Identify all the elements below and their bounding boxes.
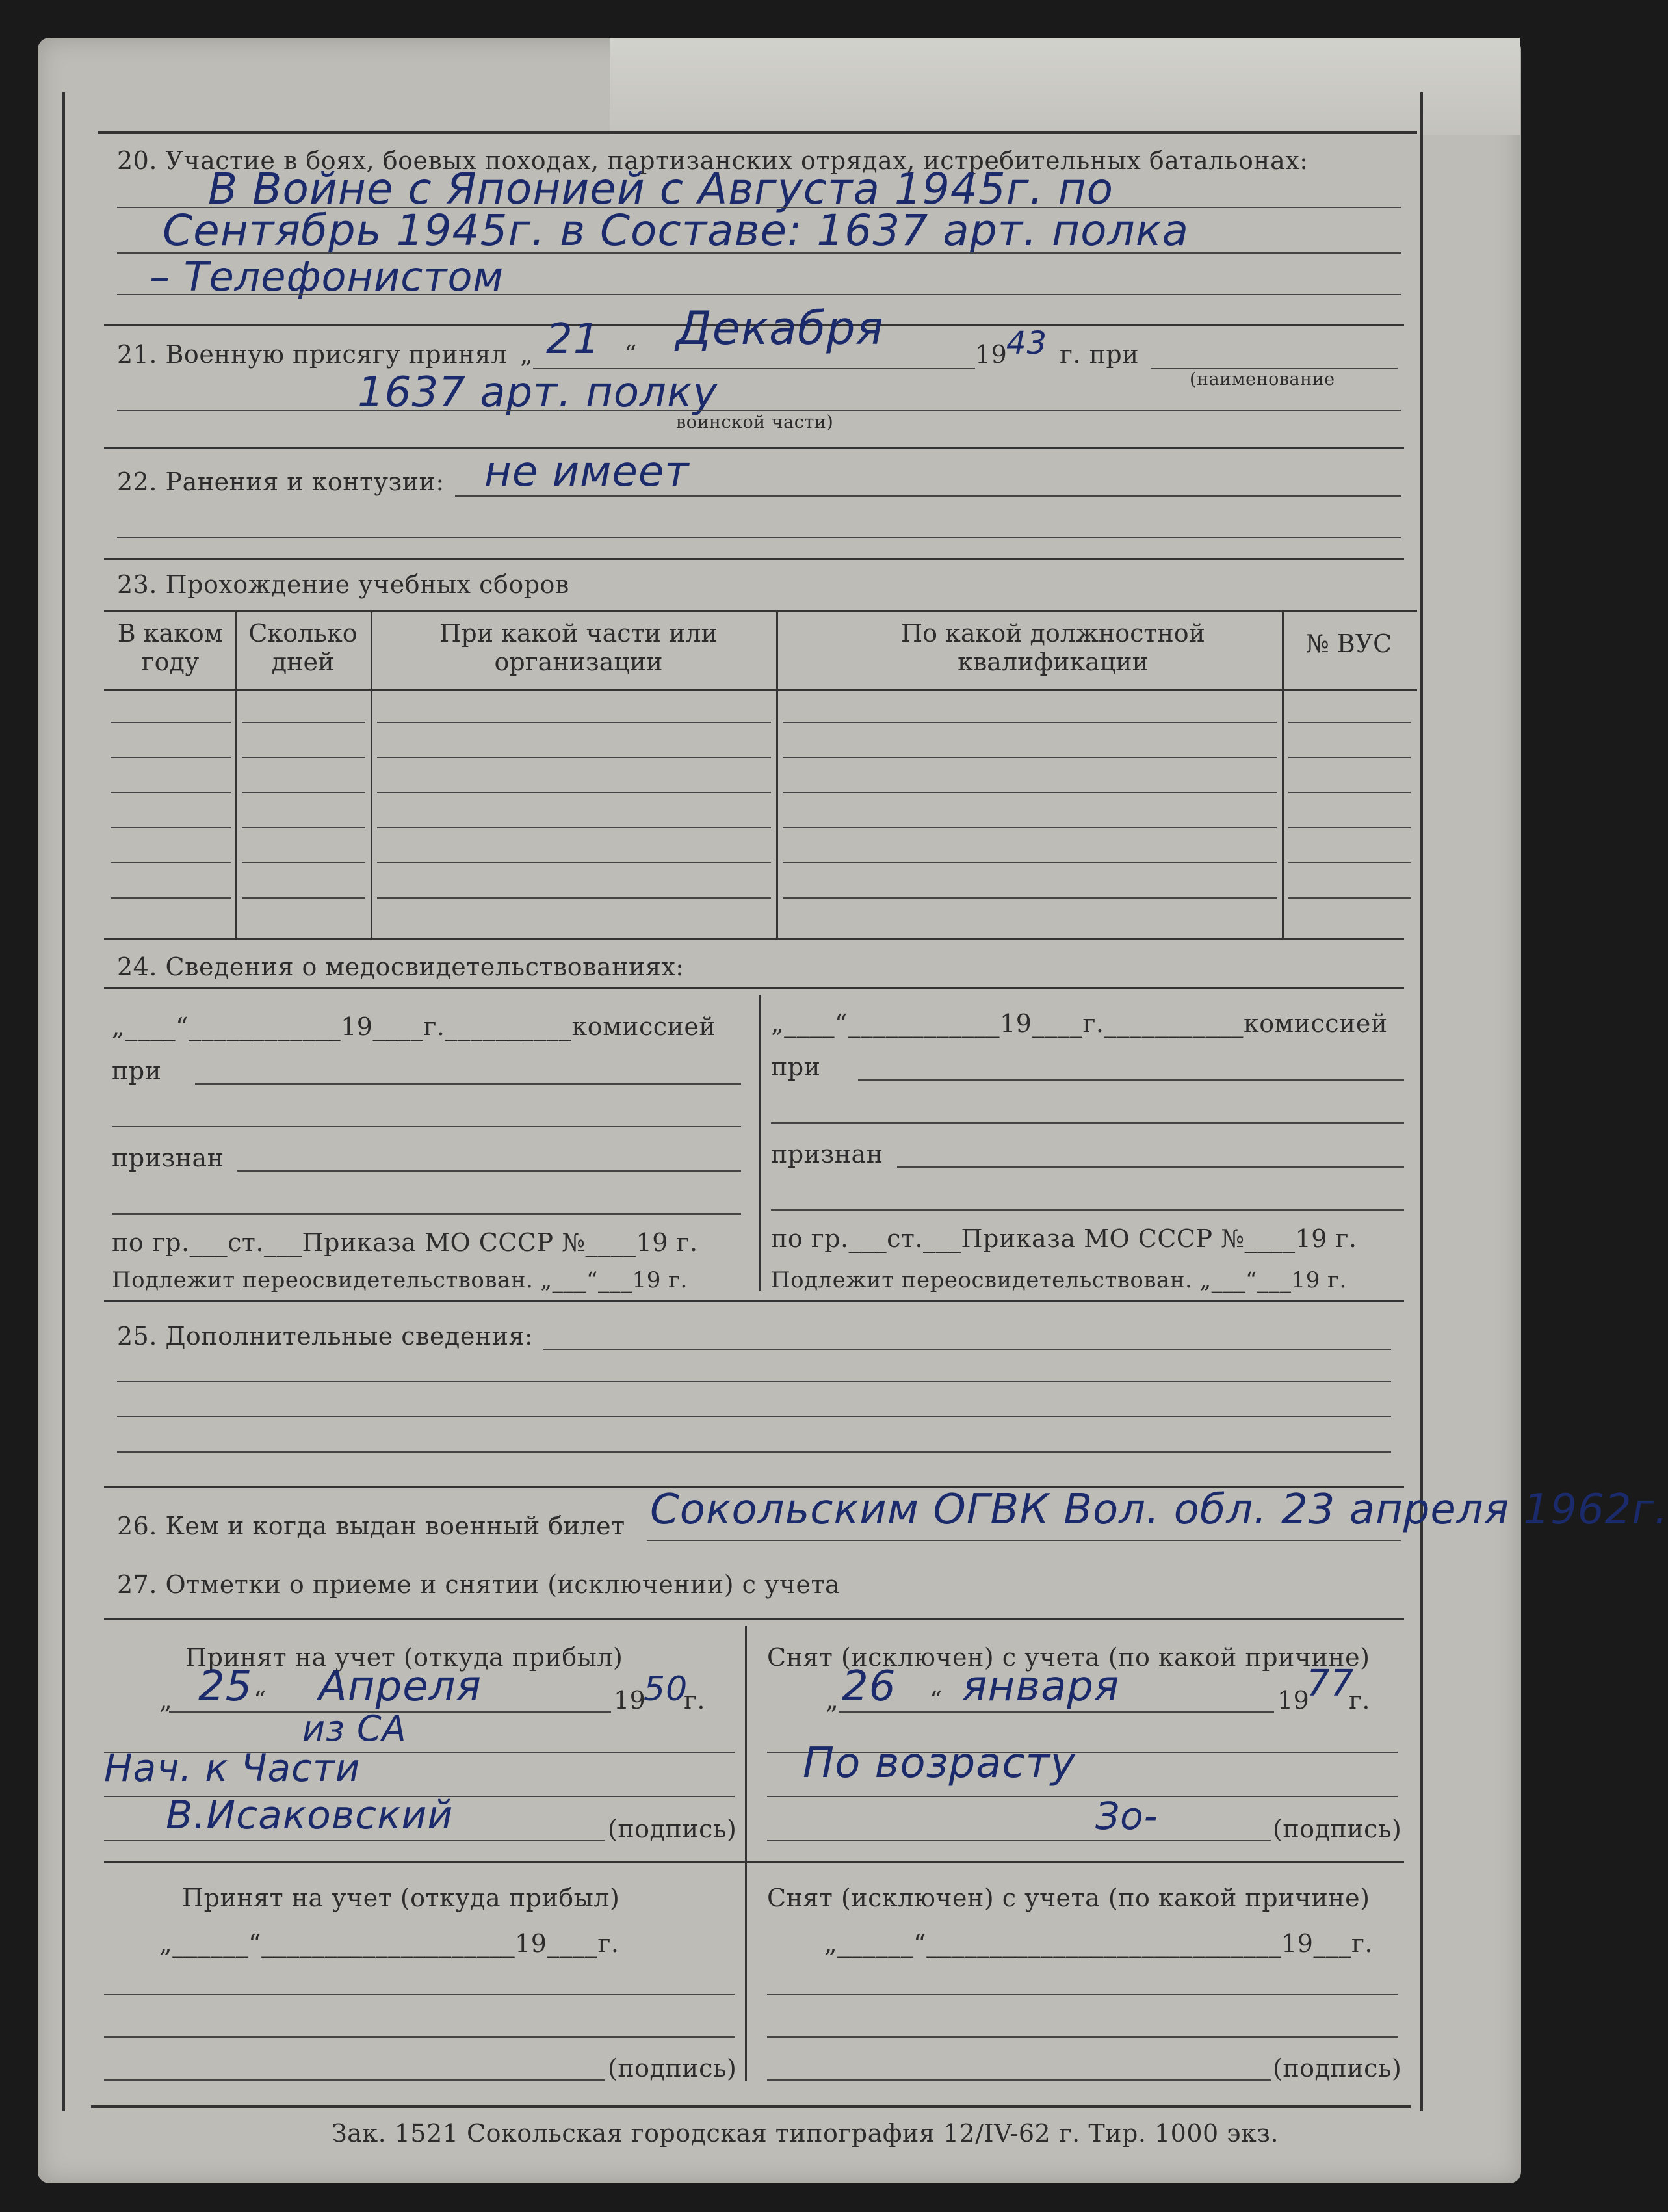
accepted-title-1: Принят на учет (откуда прибыл)	[185, 1643, 623, 1672]
table-row-line	[111, 792, 231, 793]
sec24-right-priznan: признан	[771, 1140, 883, 1168]
rule	[897, 1166, 1404, 1168]
sec21-year-suffix: 43	[1006, 325, 1048, 362]
rule	[543, 1349, 1391, 1350]
sec20-handwriting-2: Сентябрь 1945г. в Составе: 1637 арт. полка	[163, 205, 1190, 256]
sec20-handwriting-3: – Телефонистом	[150, 253, 504, 300]
acc1-g: г.	[684, 1686, 705, 1715]
rem1-day: 26	[842, 1663, 896, 1711]
rule	[455, 495, 1401, 497]
rule	[767, 1994, 1398, 1995]
rem1-year: 77	[1307, 1663, 1355, 1705]
sec-divider	[104, 447, 1404, 449]
sec24-left-pri: при	[112, 1057, 162, 1085]
col-divider	[776, 612, 778, 938]
sec26-value: Сокольским ОГВК Вол. обл. 23 апреля 1962г.	[650, 1486, 1668, 1534]
sec24-right-date: „____“____________19____г.___________комиссией	[771, 1009, 1388, 1038]
col-header-vus: № ВУС	[1305, 629, 1392, 658]
table-row-line	[377, 897, 771, 899]
table-row-line	[377, 792, 771, 793]
acc1-month: Апреля	[319, 1663, 482, 1711]
acc1-signature: В.Исаковский	[166, 1793, 454, 1838]
sec-divider	[104, 1861, 1404, 1863]
table-row-line	[242, 792, 365, 793]
acc2-date: „______“____________________19____г.	[159, 1929, 619, 1958]
rule	[237, 1170, 741, 1172]
acc1-from: из СА	[302, 1708, 407, 1749]
sec20-handwriting-1: В Войне с Японией с Августа 1945г. по	[208, 164, 1114, 214]
table-row-line	[1288, 757, 1411, 758]
sec26-label: 26. Кем и когда выдан военный билет	[117, 1512, 625, 1540]
table-row-line	[1288, 897, 1411, 899]
acc1-year: 50	[644, 1670, 688, 1709]
col-header-qualification: По какой должностной квалификации	[901, 619, 1205, 676]
sec24-left-order: по гр.___ст.___Приказа МО СССР №____19 г.	[112, 1228, 698, 1257]
table-row-line	[242, 757, 365, 758]
rule	[195, 1083, 741, 1085]
rule	[112, 1213, 741, 1215]
sec24-right-repeat: Подлежит переосвидетельствован. „___“___19 г.	[771, 1267, 1347, 1293]
table-row-line	[783, 792, 1277, 793]
sec24-right-order: по гр.___ст.___Приказа МО СССР №____19 г.	[771, 1224, 1357, 1253]
sec24-right-pri: при	[771, 1053, 821, 1081]
sec21-day: 21	[546, 315, 601, 363]
sec21-year-prefix: 19	[975, 340, 1008, 369]
table-header-bottom	[104, 689, 1417, 691]
rule	[117, 410, 1401, 411]
acc1-signature-label: (подпись)	[608, 1815, 737, 1843]
sec-divider	[104, 1300, 1404, 1302]
rule	[647, 1540, 1401, 1541]
table-bottom	[104, 938, 1404, 940]
rem1-g: г.	[1349, 1686, 1370, 1715]
rule	[104, 1840, 605, 1841]
table-row-line	[377, 862, 771, 863]
accepted-title-2: Принят на учет (откуда прибыл)	[182, 1884, 620, 1912]
acc2-signature-label: (подпись)	[608, 2054, 737, 2083]
sec25-label: 25. Дополнительные сведения:	[117, 1322, 534, 1350]
table-row-line	[242, 897, 365, 899]
table-row-line	[783, 757, 1277, 758]
col-divider	[371, 612, 372, 938]
rule	[771, 1122, 1404, 1124]
table-row-line	[111, 897, 231, 899]
removed-title-2: Снят (исключен) с учета (по какой причине)	[767, 1884, 1370, 1912]
col-header-days: Сколько дней	[248, 619, 358, 676]
removed-title-1: Снят (исключен) с учета (по какой причине)	[767, 1643, 1370, 1672]
sec22-value: не имеет	[484, 448, 690, 496]
sec24-left-repeat: Подлежит переосвидетельствован. „___“___19 г.	[112, 1267, 688, 1293]
table-row-line	[1288, 862, 1411, 863]
table-row-line	[242, 827, 365, 828]
sec24-left-priznan: признан	[112, 1144, 224, 1172]
sec21-note-top: (наименование	[1190, 369, 1335, 389]
sec27-label: 27. Отметки о приеме и снятии (исключении) с учета	[117, 1570, 841, 1599]
rem1-quote-open: „	[826, 1686, 839, 1715]
frame-bottom	[91, 2105, 1411, 2108]
table-row-line	[377, 827, 771, 828]
sec24-left-date: „____“____________19____г.__________комиссией	[112, 1012, 716, 1041]
sec21-unit: 1637 арт. полку	[358, 369, 718, 417]
sec21-note-bottom: воинской части)	[676, 412, 834, 432]
printer-footer: Зак. 1521 Сокольская городская типография 12/IV-62 г. Тир. 1000 экз.	[332, 2119, 1279, 2148]
table-row-line	[111, 722, 231, 723]
rem1-signature: Зо-	[1095, 1794, 1158, 1838]
rule	[117, 537, 1401, 538]
col-header-unit: При какой части или организации	[439, 619, 718, 676]
sec-divider	[104, 558, 1404, 560]
col-divider	[1282, 612, 1284, 938]
sec21-g-pri: г. при	[1060, 340, 1140, 369]
acc1-year-prefix: 19	[614, 1686, 646, 1715]
rule	[104, 2036, 735, 2038]
rule	[767, 1796, 1398, 1797]
rem1-quote-close: “	[930, 1686, 943, 1715]
acc1-day: 25	[198, 1663, 253, 1711]
table-row-line	[111, 757, 231, 758]
table-row-line	[111, 827, 231, 828]
table-row-line	[783, 827, 1277, 828]
sec21-month: Декабря	[676, 302, 884, 355]
col-divider	[235, 612, 237, 938]
table-row-line	[783, 722, 1277, 723]
rule	[767, 2079, 1271, 2081]
rem2-date: „______“____________________________19___г.	[824, 1929, 1373, 1958]
table-row-line	[377, 722, 771, 723]
sec21-quote-open: „	[520, 340, 534, 369]
sec21-label: 21. Военную присягу принял	[117, 340, 507, 369]
table-row-line	[1288, 792, 1411, 793]
table-row-line	[111, 862, 231, 863]
sec-divider	[104, 1618, 1404, 1620]
rule	[771, 1209, 1404, 1211]
rem1-signature-label: (подпись)	[1273, 1815, 1402, 1843]
table-row-line	[377, 757, 771, 758]
acc1-who: Нач. к Части	[104, 1746, 361, 1790]
table-top	[104, 610, 1417, 612]
rem1-reason: По возрасту	[803, 1739, 1076, 1787]
rule	[767, 2036, 1398, 2038]
rule	[839, 1711, 1274, 1713]
sec24-label: 24. Сведения о медосвидетельствованиях:	[117, 953, 684, 981]
col-header-year: В каком году	[117, 619, 224, 676]
table-row-line	[242, 862, 365, 863]
rule	[117, 1416, 1391, 1417]
acc1-quote-open: „	[159, 1686, 173, 1715]
rem1-month: января	[962, 1663, 1120, 1711]
frame-top	[98, 131, 1417, 134]
table-row-line	[783, 862, 1277, 863]
sec21-quote-close: “	[624, 340, 637, 369]
rem1-year-prefix: 19	[1277, 1686, 1310, 1715]
rem2-signature-label: (подпись)	[1273, 2054, 1402, 2083]
rule	[117, 294, 1401, 295]
sec-divider	[104, 987, 1404, 989]
rule	[767, 1840, 1271, 1841]
sec20-label: 20. Участие в боях, боевых походах, партизанских отрядах, истребительных батальонах:	[117, 146, 1309, 175]
rule	[104, 2079, 605, 2081]
rule	[117, 1381, 1391, 1382]
rule	[117, 1451, 1391, 1453]
rule	[112, 1126, 741, 1127]
table-row-line	[242, 722, 365, 723]
table-row-line	[1288, 827, 1411, 828]
table-row-line	[783, 897, 1277, 899]
acc1-quote-close: “	[254, 1686, 267, 1715]
sec24-mid-divider	[759, 995, 761, 1291]
rule	[858, 1079, 1404, 1081]
table-row-line	[1288, 722, 1411, 723]
rule	[104, 1994, 735, 1995]
sec23-label: 23. Прохождение учебных сборов	[117, 570, 569, 599]
sec22-label: 22. Ранения и контузии:	[117, 467, 445, 496]
sec27-mid-divider	[745, 1626, 747, 2081]
